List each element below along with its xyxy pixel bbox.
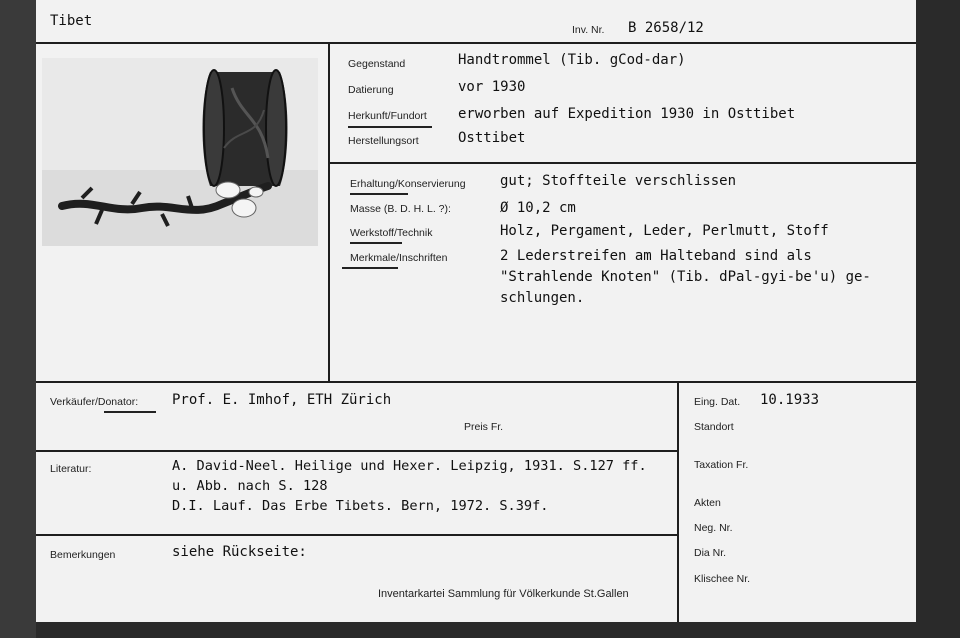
rule-top	[36, 42, 916, 44]
standort-label: Standort	[694, 421, 734, 433]
inv-label: Inv. Nr.	[572, 24, 605, 36]
literatur-label: Literatur:	[50, 463, 92, 475]
verkaeufer-underline	[104, 411, 156, 413]
preis-label: Preis Fr.	[464, 421, 504, 433]
erhaltung-label: Erhaltung/Konservierung	[350, 178, 466, 190]
literatur-line-2: u. Abb. nach S. 128	[172, 478, 328, 494]
werkstoff-value: Holz, Pergament, Leder, Perlmutt, Stoff	[500, 223, 829, 239]
datierung-value: vor 1930	[458, 79, 526, 95]
dia-nr-label: Dia Nr.	[694, 547, 727, 559]
herkunft-value: erworben auf Expedition 1930 in Osttibet	[458, 106, 796, 122]
rule-vertical-right	[677, 381, 679, 622]
datierung-label: Datierung	[348, 84, 394, 96]
rule-literatur	[36, 534, 677, 536]
rule-right-mid	[328, 162, 916, 164]
drum-icon	[203, 70, 288, 186]
gegenstand-label: Gegenstand	[348, 58, 406, 70]
werkstoff-label: Werkstoff/Technik	[350, 227, 433, 239]
rule-upper-bottom	[36, 381, 916, 383]
herstellungsort-value: Osttibet	[458, 130, 526, 146]
neg-nr-label: Neg. Nr.	[694, 522, 733, 534]
object-photograph	[42, 58, 318, 246]
herkunft-underline	[348, 126, 432, 128]
bemerkungen-value: siehe Rückseite:	[172, 544, 307, 560]
masse-value: Ø 10,2 cm	[500, 200, 576, 216]
frame-edge	[0, 0, 36, 638]
erhaltung-underline	[350, 193, 408, 195]
merkmale-underline	[342, 267, 398, 269]
verkaeufer-value: Prof. E. Imhof, ETH Zürich	[172, 392, 392, 408]
bemerkungen-label: Bemerkungen	[50, 549, 116, 561]
inv-number: B 2658/12	[628, 20, 704, 36]
rule-vertical-main	[328, 42, 330, 382]
erhaltung-value: gut; Stoffteile verschlissen	[500, 173, 737, 189]
herstellungsort-label: Herstellungsort	[348, 135, 419, 147]
eing-dat-value: 10.1933	[760, 392, 820, 408]
rule-verkaeufer	[36, 450, 677, 452]
klischee-nr-label: Klischee Nr.	[694, 573, 751, 585]
gegenstand-value: Handtrommel (Tib. gCod-dar)	[458, 52, 686, 68]
taxation-label: Taxation Fr.	[694, 459, 749, 471]
eing-dat-label: Eing. Dat.	[694, 396, 741, 408]
region-title: Tibet	[50, 13, 93, 29]
merkmale-line-1: 2 Lederstreifen am Halteband sind als	[500, 248, 812, 264]
masse-label: Masse (B. D. H. L. ?):	[350, 203, 451, 215]
werkstoff-underline	[350, 242, 402, 244]
merkmale-line-2: "Strahlende Knoten" (Tib. dPal-gyi-be'u) ge-	[500, 269, 871, 285]
herkunft-label: Herkunft/Fundort	[348, 110, 427, 122]
literatur-line-1: A. David-Neel. Heilige und Hexer. Leipzig, 1931. S.127 ff.	[172, 458, 647, 474]
merkmale-label: Merkmale/Inschriften	[350, 252, 448, 264]
verkaeufer-label: Verkäufer/Donator:	[50, 396, 139, 408]
merkmale-line-3: schlungen.	[500, 290, 585, 306]
akten-label: Akten	[694, 497, 721, 509]
footer-institution: Inventarkartei Sammlung für Völkerkunde St.Gallen	[378, 588, 629, 600]
literatur-line-3: D.I. Lauf. Das Erbe Tibets. Bern, 1972. S.39f.	[172, 498, 549, 514]
